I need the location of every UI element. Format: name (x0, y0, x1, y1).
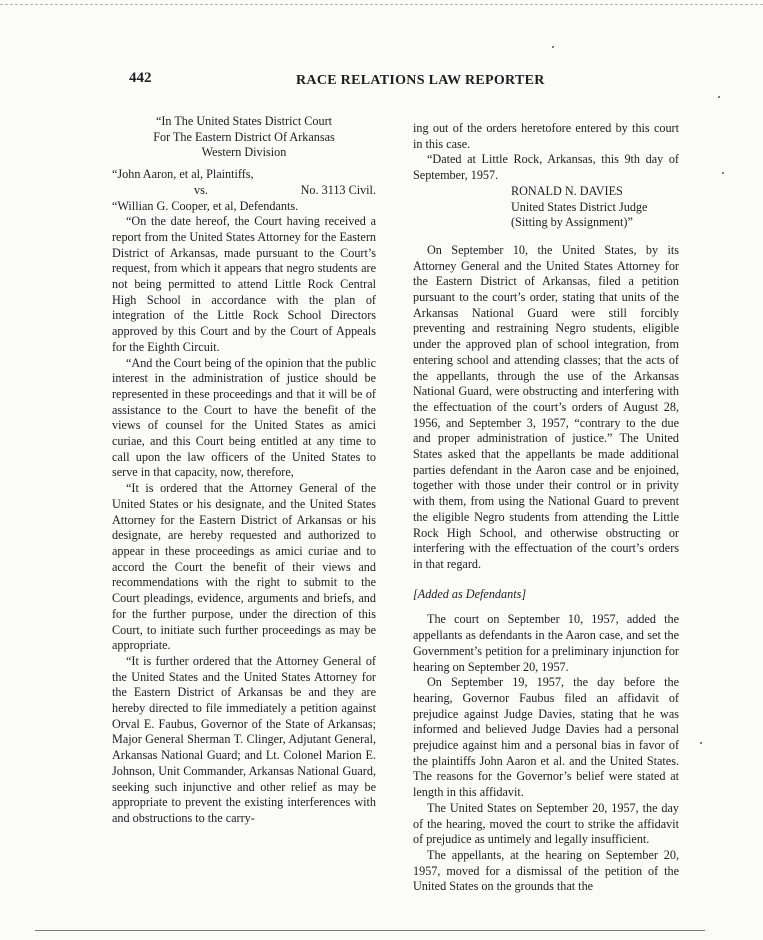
case-plaintiffs: “John Aaron, et al, Plaintiffs, (112, 167, 254, 182)
case-number: No. 3113 Civil. (300, 182, 376, 197)
scan-speck (718, 96, 720, 98)
order-paragraph: “It is ordered that the Attorney General of the United States or his designate, and the United States Attorney for the Eastern District of Arkansas or his designate, are hereby requested and authorized to appear in these proceedings as amici curiae and to accord the Court the benefit of their views and recommendations with the right to submit to the Court pleadings, evidence, arguments and briefs, and for the further purpose, under the direction of this Court, to initiate such further proceedings as may be appropriate. (112, 481, 376, 653)
court-heading (112, 114, 376, 161)
scan-speck (722, 172, 724, 174)
versus: vs. (194, 182, 208, 197)
section-heading: [Added as Defendants] (413, 586, 527, 601)
running-header-title: RACE RELATIONS LAW REPORTER (296, 73, 545, 88)
dated-line: “Dated at Little Rock, Arkansas, this 9th day of September, 1957. (413, 152, 679, 183)
body-paragraph: On September 19, 1957, the day before the hearing, Governor Faubus filed an affidavit of prejudice against Judge Davies, stating that he was informed and believed Judge Davies had a personal prejudice against him and a personal bias in favor of the plaintiffs John Aaron et al. and the United States. The reasons for the Governor’s belief were stated at length in this affidavit. (413, 675, 679, 800)
continuation-paragraph: ing out of the orders heretofore entered by this court in this case. (413, 121, 679, 151)
court-line: Western Division (201, 145, 287, 160)
body-paragraph: The appellants, at the hearing on September 20, 1957, moved for a dismissal of the petition of the United States on the grounds that the (413, 847, 679, 894)
scan-speck (700, 742, 702, 744)
body-paragraph: On September 10, the United States, by its Attorney General and the United States Attorney for the Eastern District of Arkansas, filed a petition pursuant to the court’s order, stating that units of the Arkansas National Guard were still forcibly preventing and restraining Negro students, eligible under the approved plan of school integration, from entering school and attending classes; that the acts of the appellants, through the use of the Arkansas National Guard, were obstructing and interfering with the effectuation of the court’s orders of August 28, 1956, and September 3, 1957, “contrary to the due and proper administration of justice.” The United States asked that the appellants be made additional parties defendant in the Aaron case and be enjoined, together with those under their control or in privity with them, from using the National Guard to prevent the eligible Negro students from attending the Little Rock High School, and otherwise obstructing or interfering with the effectuation of the court’s orders in that regard. (413, 242, 679, 571)
case-defendants: “Willian G. Cooper, et al, Defendants. (112, 198, 299, 213)
order-paragraph: “On the date hereof, the Court having received a report from the United States Attorney for the Eastern District of Arkansas, made pursuant to the Court’s request, from which it appears that negro students are not being permitted to attend Little Rock Central High School in accordance with the plan of integration of the Little Rock School Directors approved by this Court and by the Court of Appeals for the Eighth Circuit. (112, 214, 376, 354)
body-paragraph: The court on September 10, 1957, added the appellants as defendants in the Aaron case, and set the Government’s petition for a preliminary injunction for hearing on September 20, 1957. (413, 612, 679, 674)
scan-edge-dashed-line (0, 4, 763, 5)
left-column (112, 114, 376, 827)
order-paragraph: “It is further ordered that the Attorney General of the United States and the United States Attorney for the Eastern District of Arkansas be and they are hereby directed to file immediately a petition against Orval E. Faubus, Governor of the State of Arkansas; Major General Sherman T. Clinger, Adjutant General, Arkansas National Guard; and Lt. Colonel Marion E. Johnson, Unit Commander, Arkansas National Guard, seeking such injunctive and other relief as may be appropriate to prevent the existing interferences with and obstructions to the carry- (112, 653, 376, 825)
court-line: For The Eastern District Of Arkansas (153, 129, 335, 144)
court-line: “In The United States District Court (155, 114, 333, 128)
order-paragraph: “And the Court being of the opinion that the public interest in the administration of justice should be represented in these proceedings and that it will be of assistance to the Court to have the benefit of the views of counsel for the United States as amici curiae, and this Court being entitled at any time to call upon the law officers of the United States to serve in that capacity, now, therefore, (112, 355, 376, 480)
judge-assignment: (Sitting by Assignment)” (511, 215, 633, 230)
bottom-rule (35, 930, 705, 931)
case-number-row (112, 183, 376, 199)
body-paragraph: The United States on September 20, 1957, the day of the hearing, moved the court to strike the affidavit of prejudice as untimely and legally insufficient. (413, 800, 679, 847)
page-number: 442 (129, 70, 152, 86)
judge-name: RONALD N. DAVIES (511, 183, 623, 198)
judge-title: United States District Judge (511, 199, 648, 214)
scan-speck (552, 46, 554, 48)
signature-block (413, 184, 679, 231)
right-column (413, 121, 679, 895)
